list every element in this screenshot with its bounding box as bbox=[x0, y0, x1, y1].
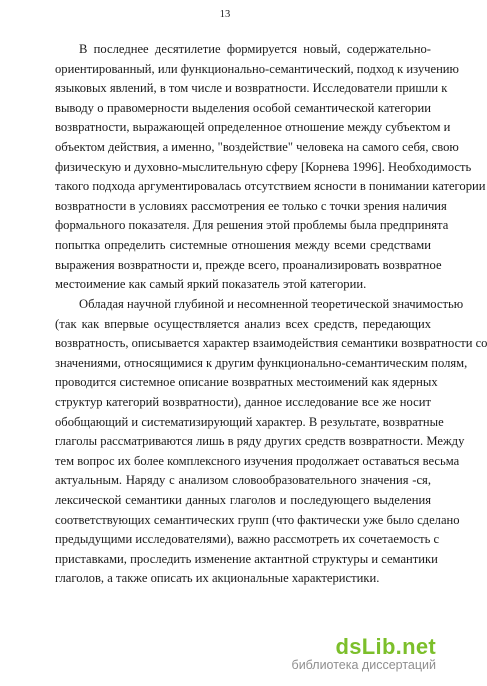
paragraph-line: возвратности, выражающей определенное отношение между субъектом и bbox=[55, 120, 451, 135]
dslib-watermark bbox=[292, 636, 436, 673]
paragraph-line: (так как впервые осуществляется анализ всех средств, передающих bbox=[55, 316, 431, 331]
paragraph-line: предыдущими исследователями), важно рассмотреть их сочетаемость с bbox=[55, 532, 440, 547]
paragraph-line: возвратность, описывается характер взаимодействия семантики возвратности со bbox=[55, 336, 487, 351]
paragraph-line: глаголов, а также описать их акциональные характеристики. bbox=[55, 571, 380, 586]
paragraph-1 bbox=[55, 40, 486, 295]
paragraph-line: приставками, проследить изменение актантной структуры и семантики bbox=[55, 551, 438, 566]
paragraph-line: возвратности в условиях рассмотрения ее только с точки зрения наличия bbox=[55, 198, 447, 213]
paragraph-line: местоимение как самый яркий показатель этой категории. bbox=[55, 277, 367, 292]
paragraph-line: структур категорий возвратности), данное исследование все же носит bbox=[55, 394, 431, 409]
paragraph-line: проводится системное описание возвратных местоимений как ядерных bbox=[55, 375, 438, 390]
paragraph-line: такого подхода аргументировалась отсутствием ясности в понимании категории bbox=[55, 179, 486, 194]
paragraph-line: обобщающий и систематизирующий характер. В результате, возвратные bbox=[55, 414, 444, 429]
paragraph-line: актуальным. Наряду с анализом словообразовательного значения -ся, bbox=[55, 473, 431, 488]
paragraph-line: глаголы рассматриваются лишь в ряду других средств возвратности. Между bbox=[55, 434, 465, 449]
paragraph-line: выражения возвратности и, прежде всего, проанализировать возвратное bbox=[55, 257, 442, 272]
watermark-subtitle: библиотека диссертаций bbox=[291, 658, 436, 672]
paragraph-line: физическую и духовно-мыслительную сферу [Корнева 1996]. Необходимость bbox=[55, 159, 472, 174]
paragraph-line: тем вопрос их более комплексного изучения продолжает оставаться весьма bbox=[55, 453, 460, 468]
paragraph-line: попытка определить системные отношения между всеми средствами bbox=[55, 237, 431, 252]
paragraph-line: ориентированный, или функционально-семантический, подход к изучению bbox=[55, 61, 459, 76]
paragraph-2 bbox=[55, 295, 487, 589]
paragraph-line: В последнее десятилетие формируется новый, содержательно- bbox=[79, 42, 431, 56]
paragraph-line: выводу о правомерности выделения особой семантической категории bbox=[55, 100, 431, 115]
paragraph-line: значениями, относящимися к другим функционально-семантическим полям, bbox=[55, 355, 468, 370]
page-number: 13 bbox=[219, 9, 231, 20]
watermark-logo: dsLib.net bbox=[335, 634, 436, 659]
paragraph-line: соответствующих семантических групп (что фактически уже было сделано bbox=[55, 512, 460, 527]
paragraph-line: формального показателя. Для решения этой проблемы была предпринята bbox=[55, 218, 449, 233]
paragraph-line: объектом действия, а именно, "воздействие" человека на самого себя, свою bbox=[55, 139, 459, 154]
paragraph-line: Обладая научной глубиной и несомненной теоретической значимостью bbox=[79, 297, 464, 311]
paragraph-line: лексической семантики данных глаголов и последующего выделения bbox=[55, 492, 431, 507]
paragraph-line: языковых явлений, в том числе и возвратности. Исследователи пришли к bbox=[55, 81, 448, 96]
